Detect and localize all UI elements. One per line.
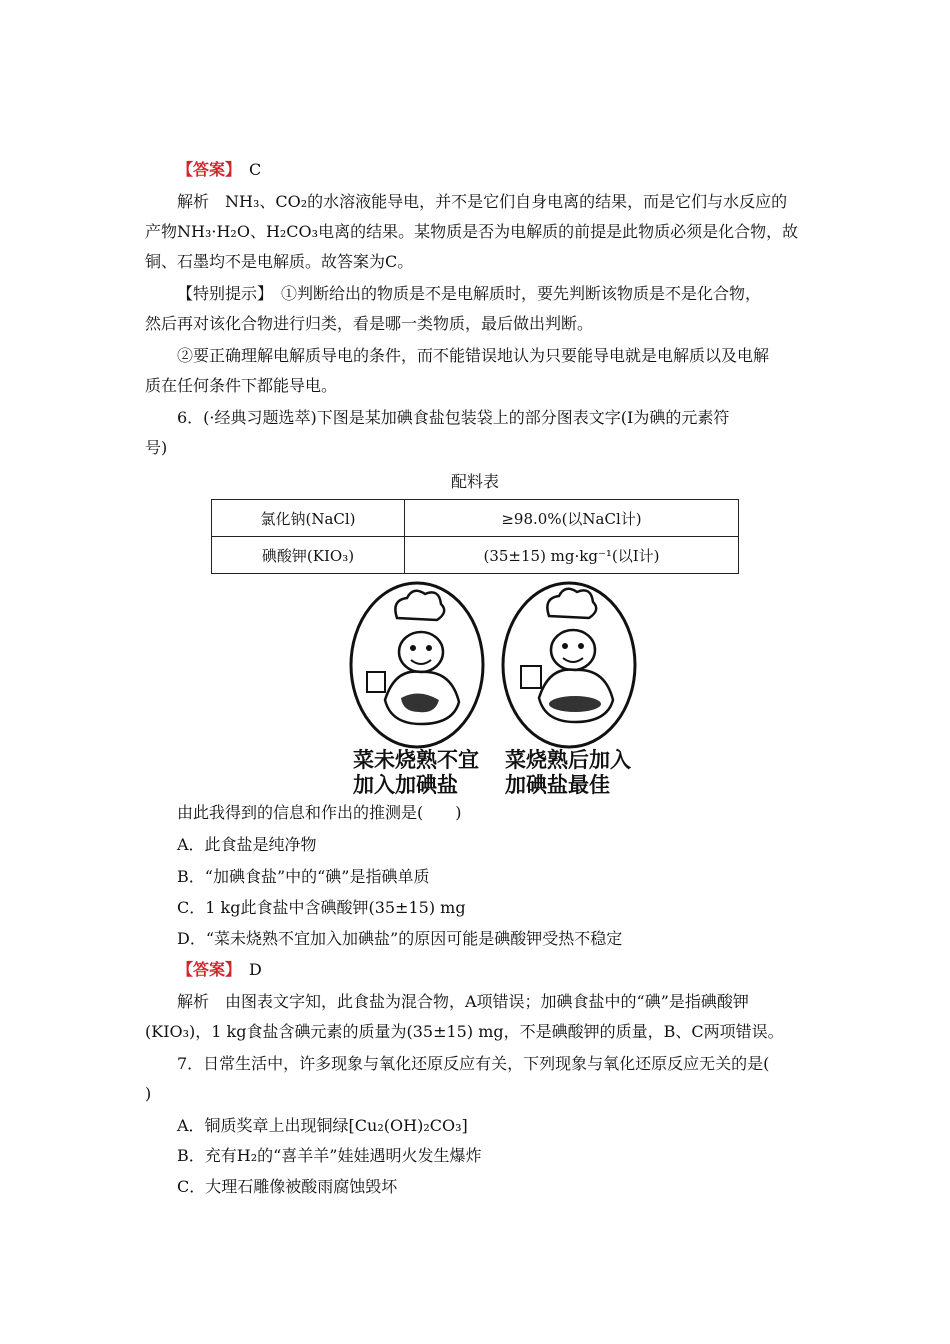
- question-6-line-1: 6．(·经典习题选萃)下图是某加碘食盐包装袋上的部分图表文字(Ⅰ为碘的元素符: [177, 408, 730, 427]
- question-6-stem: 由此我得到的信息和作出的推测是( ): [177, 803, 462, 822]
- question-6-line-2: 号): [145, 438, 168, 457]
- analysis-2-line-2: (KIO₃)，1 kg食盐含碘元素的质量为(35±15) mg，不是碘酸钾的质量，B、C两项错误。: [145, 1022, 784, 1041]
- answer-line-2: [177, 960, 842, 980]
- picture-left-line-1: 菜未烧熟不宜: [353, 748, 479, 772]
- option-d: D．“菜未烧熟不宜加入加碘盐”的原因可能是碘酸钾受热不稳定: [177, 929, 623, 948]
- tip-line-3: ②要正确理解电解质导电的条件，而不能错误地认为只要能导电就是电解质以及电解: [177, 346, 770, 365]
- table-cell-value: (35±15) mg·kg⁻¹(以Ⅰ计): [405, 537, 739, 574]
- analysis-1-line-2: 产物NH₃·H₂O、H₂CO₃电离的结果。某物质是否为电解质的前提是此物质必须是化合物，故: [145, 222, 799, 241]
- analysis-1-line-3: 铜、石墨均不是电解质。故答案为C。: [145, 252, 414, 271]
- picture-left-caption: [353, 748, 479, 798]
- option-b: B．“加碘食盐”中的“碘”是指碘单质: [177, 867, 430, 886]
- option-a: A．此食盐是纯净物: [177, 835, 317, 854]
- picture-right-line-1: 菜烧熟后加入: [505, 748, 631, 772]
- picture-right-caption: [505, 748, 631, 798]
- analysis-1-line-1: 解析 NH₃、CO₂的水溶液能导电，并不是它们自身电离的结果，而是它们与水反应的: [177, 192, 788, 211]
- q7-option-a: A．铜质奖章上出现铜绿[Cu₂(OH)₂CO₃]: [177, 1116, 468, 1135]
- answer-label: 【答案】: [177, 160, 234, 179]
- chef-illustration: [345, 580, 645, 798]
- answer-value: D: [249, 960, 262, 979]
- picture-left-line-2: 加入加碘盐: [353, 773, 458, 797]
- table-caption: 配料表: [450, 472, 499, 491]
- table-row: [212, 537, 739, 574]
- answer-value: C: [249, 160, 262, 179]
- analysis-2-line-1: 解析 由图表文字知，此食盐为混合物，A项错误；加碘食盐中的“碘”是指碘酸钾: [177, 992, 749, 1011]
- q7-option-c: C．大理石雕像被酸雨腐蚀毁坏: [177, 1177, 398, 1196]
- table-cell-value: ≥98.0%(以NaCl计): [405, 500, 739, 537]
- tip-line-2: 然后再对该化合物进行归类，看是哪一类物质，最后做出判断。: [145, 314, 594, 333]
- question-7-line-2: ): [145, 1084, 152, 1103]
- answer-label: 【答案】: [177, 960, 234, 979]
- table-row: [212, 500, 739, 537]
- ingredient-table: [211, 499, 739, 574]
- picture-right-line-2: 加碘盐最佳: [505, 773, 610, 797]
- question-7-line-1: 7．日常生活中，许多现象与氧化还原反应有关，下列现象与氧化还原反应无关的是(: [177, 1054, 770, 1073]
- table-cell-name: 碘酸钾(KIO₃): [212, 537, 405, 574]
- tip-line-1: 【特别提示】 ①判断给出的物质是不是电解质时，要先判断该物质是不是化合物，: [177, 284, 762, 303]
- answer-line-1: [177, 160, 842, 180]
- option-c: C．1 kg此食盐中含碘酸钾(35±15) mg: [177, 898, 466, 917]
- chef-drawings-icon: [345, 580, 645, 750]
- q7-option-b: B．充有H₂的“喜羊羊”娃娃遇明火发生爆炸: [177, 1146, 482, 1165]
- table-cell-name: 氯化钠(NaCl): [212, 500, 405, 537]
- tip-line-4: 质在任何条件下都能导电。: [145, 376, 338, 395]
